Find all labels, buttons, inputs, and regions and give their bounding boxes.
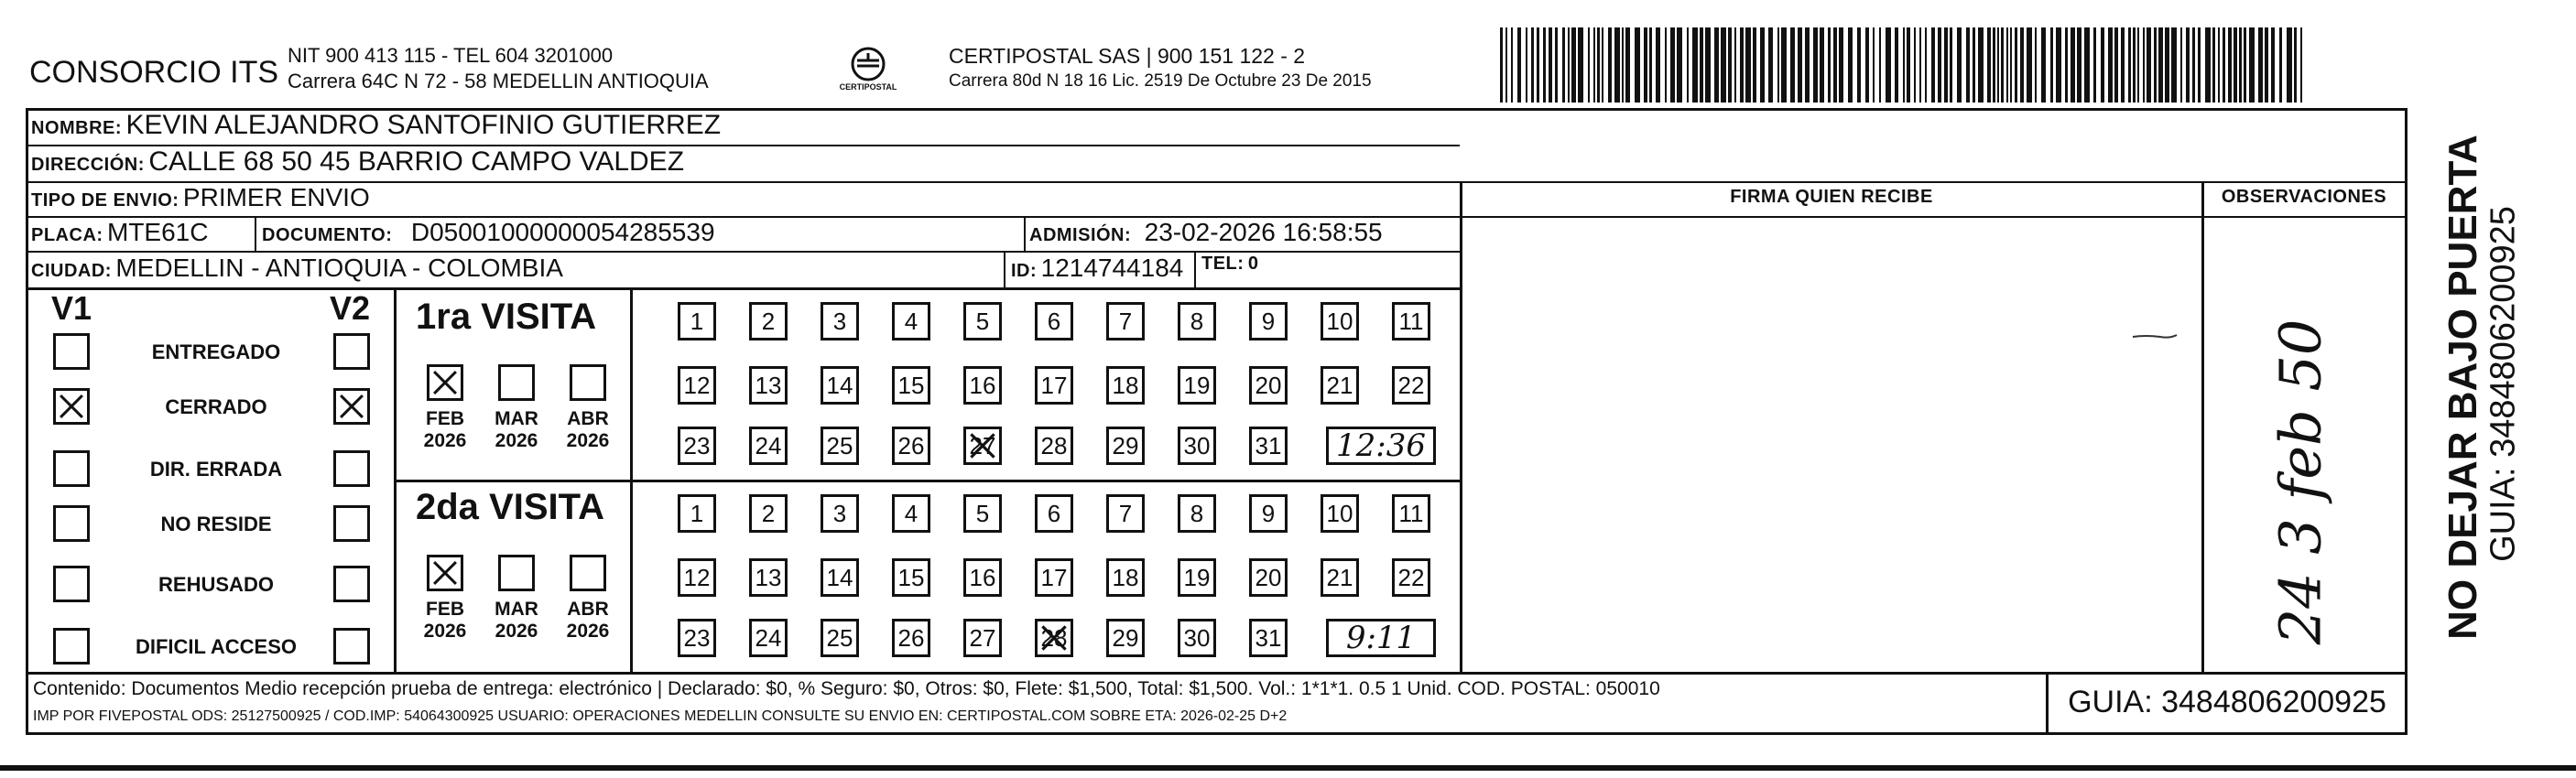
- day-number: 6: [1047, 499, 1061, 527]
- day-number: 5: [975, 499, 990, 527]
- v1-checkbox[interactable]: [53, 566, 90, 602]
- day-box[interactable]: [821, 366, 859, 405]
- city-label: CIUDAD:: [31, 261, 112, 281]
- day-number: 19: [1183, 371, 1211, 399]
- firma-label: FIRMA QUIEN RECIBE: [1730, 187, 1933, 207]
- day-box[interactable]: [1106, 619, 1145, 657]
- visit-time-box[interactable]: 9:11: [1326, 619, 1436, 657]
- company-nit: NIT 900 413 115 - TEL 604 3201000: [288, 44, 614, 67]
- day-box[interactable]: [1106, 366, 1145, 405]
- day-number: 30: [1183, 431, 1211, 459]
- day-number: 1: [690, 499, 704, 527]
- day-box[interactable]: [678, 494, 716, 533]
- ship-type-row: [31, 183, 370, 212]
- admission-row: [1029, 218, 1383, 247]
- day-box[interactable]: [1249, 619, 1288, 657]
- day-box[interactable]: [821, 494, 859, 533]
- day-number: 7: [1118, 307, 1133, 335]
- day-box[interactable]: [678, 427, 716, 465]
- id-number: 1214744184: [1040, 254, 1184, 282]
- month-checkbox[interactable]: [498, 555, 535, 591]
- certipostal-logo: [831, 44, 905, 99]
- day-box[interactable]: [749, 558, 788, 597]
- status-option-label: DIFICIL ACCESO: [135, 635, 297, 658]
- no-dejar-bajo-puerta: NO DEJAR BAJO PUERTA: [2440, 135, 2485, 640]
- day-box[interactable]: [1321, 494, 1359, 533]
- city-row: [31, 254, 563, 283]
- day-number: 23: [683, 431, 711, 459]
- side-guia: GUIA: 3484806200925: [2484, 206, 2523, 562]
- day-number: 11: [1398, 307, 1424, 335]
- day-number: 8: [1190, 499, 1204, 527]
- day-box[interactable]: [1178, 366, 1216, 405]
- x-mark-icon: [429, 557, 461, 589]
- day-number: 21: [1326, 563, 1353, 591]
- day-number: 13: [755, 371, 782, 399]
- month-name: FEB: [426, 408, 464, 429]
- v1-checkbox[interactable]: [53, 333, 90, 370]
- day-number: 25: [826, 623, 853, 652]
- month-year: 2026: [423, 430, 467, 451]
- v2-checkbox[interactable]: [333, 505, 370, 542]
- day-box[interactable]: [963, 619, 1002, 657]
- month-checkbox[interactable]: [427, 364, 463, 401]
- day-number: 22: [1397, 563, 1425, 591]
- day-box[interactable]: [1249, 366, 1288, 405]
- ship-type: PRIMER ENVIO: [182, 183, 370, 211]
- admission-date: 23-02-2026 16:58:55: [1144, 218, 1383, 246]
- day-box[interactable]: [963, 558, 1002, 597]
- day-box[interactable]: [1035, 494, 1073, 533]
- day-box[interactable]: [1249, 558, 1288, 597]
- day-number: 1: [690, 307, 704, 335]
- x-mark-icon: [336, 391, 367, 422]
- month-label: [418, 599, 473, 643]
- first-visit-title: 1ra VISITA: [416, 297, 597, 337]
- plate-label: PLACA:: [31, 225, 103, 245]
- ship-type-label: TIPO DE ENVIO:: [31, 190, 179, 211]
- day-number: 24: [755, 623, 782, 652]
- second-visit-title: 2da VISITA: [416, 487, 604, 527]
- day-number: 16: [969, 563, 996, 591]
- month-label: [489, 599, 544, 643]
- day-box[interactable]: [963, 302, 1002, 340]
- month-year: 2026: [495, 430, 538, 451]
- day-number: 27: [969, 623, 996, 652]
- day-number: 10: [1326, 307, 1353, 335]
- id-label: ID:: [1011, 261, 1038, 281]
- day-number: 3: [832, 307, 847, 335]
- day-number: 22: [1397, 371, 1425, 399]
- day-number: 27: [969, 431, 996, 459]
- month-name: MAR: [495, 408, 538, 429]
- day-number: 18: [1112, 563, 1139, 591]
- courier-line1: CERTIPOSTAL SAS | 900 151 122 - 2: [949, 44, 1306, 68]
- footer-imp: IMP POR FIVEPOSTAL ODS: 25127500925 / COD.IMP: 54064300925 USUARIO: OPERACIONES MEDELLIN CONSULTE SU ENVIO EN: CERTIPOSTAL.COM SOBRE ETA: 2026-02-25 D+2: [33, 708, 1288, 724]
- month-year: 2026: [566, 430, 610, 451]
- day-box[interactable]: [678, 558, 716, 597]
- v1-checkbox[interactable]: [53, 505, 90, 542]
- month-name: MAR: [495, 599, 538, 620]
- day-box[interactable]: [749, 494, 788, 533]
- observations-handwriting: [2209, 275, 2392, 659]
- status-option-label: NO RESIDE: [160, 513, 272, 535]
- footer-guia: GUIA: 3484806200925: [2068, 685, 2386, 719]
- day-box[interactable]: [1178, 558, 1216, 597]
- status-option-label: ENTREGADO: [151, 340, 281, 363]
- day-number: 8: [1190, 307, 1204, 335]
- v1-checkbox[interactable]: [53, 388, 90, 425]
- day-number: 26: [897, 623, 925, 652]
- day-number: 16: [969, 371, 996, 399]
- day-box[interactable]: [1106, 427, 1145, 465]
- day-box[interactable]: [1106, 494, 1145, 533]
- city: MEDELLIN - ANTIOQUIA - COLOMBIA: [115, 254, 563, 282]
- day-box[interactable]: [963, 494, 1002, 533]
- day-number: 28: [1040, 431, 1068, 459]
- day-box[interactable]: [1178, 619, 1216, 657]
- status-option-label: DIR. ERRADA: [149, 458, 283, 481]
- day-box[interactable]: [1035, 619, 1073, 657]
- day-number: 14: [826, 371, 853, 399]
- day-box[interactable]: [678, 366, 716, 405]
- month-year: 2026: [495, 621, 538, 642]
- day-number: 12: [683, 563, 711, 591]
- barcode-icon: [1500, 27, 2306, 103]
- day-number: 19: [1183, 563, 1211, 591]
- company-name: CONSORCIO ITS: [29, 55, 279, 90]
- day-number: 6: [1047, 307, 1061, 335]
- day-number: 20: [1255, 371, 1282, 399]
- v2-checkbox[interactable]: [333, 566, 370, 602]
- x-mark-icon: [56, 391, 87, 422]
- day-number: 31: [1255, 431, 1282, 459]
- day-box[interactable]: [821, 427, 859, 465]
- document-number: D05001000000054285539: [410, 218, 715, 246]
- day-number: 3: [832, 499, 847, 527]
- day-number: 28: [1040, 623, 1068, 652]
- v2-checkbox[interactable]: [333, 333, 370, 370]
- address-row: [31, 146, 684, 178]
- admission-label: ADMISIÓN:: [1029, 225, 1132, 245]
- day-box[interactable]: [892, 366, 930, 405]
- month-checkbox[interactable]: [570, 364, 606, 401]
- day-box[interactable]: [892, 619, 930, 657]
- day-box[interactable]: [678, 302, 716, 340]
- day-box[interactable]: [1392, 558, 1430, 597]
- id-row: [1011, 254, 1183, 283]
- tel-row: [1201, 254, 1259, 275]
- day-box[interactable]: [963, 366, 1002, 405]
- day-number: 9: [1261, 499, 1276, 527]
- month-name: ABR: [567, 599, 609, 620]
- document-label: DOCUMENTO:: [262, 225, 393, 245]
- day-box[interactable]: [1321, 366, 1359, 405]
- day-box[interactable]: [1392, 366, 1430, 405]
- month-name: FEB: [426, 599, 464, 620]
- status-option-label: CERRADO: [165, 395, 267, 418]
- month-label: [489, 408, 544, 452]
- day-box[interactable]: [1035, 558, 1073, 597]
- day-box[interactable]: [1035, 427, 1073, 465]
- status-option-label: REHUSADO: [158, 573, 274, 596]
- day-box[interactable]: [1249, 302, 1288, 340]
- month-label: [418, 408, 473, 452]
- day-box[interactable]: [1106, 558, 1145, 597]
- day-box[interactable]: [1106, 302, 1145, 340]
- day-number: 14: [826, 563, 853, 591]
- signature-area: [1462, 218, 2201, 672]
- day-number: 24: [755, 431, 782, 459]
- plate-row: [31, 218, 208, 247]
- day-number: 18: [1112, 371, 1139, 399]
- recipient-address: CALLE 68 50 45 BARRIO CAMPO VALDEZ: [148, 146, 685, 177]
- day-box[interactable]: [749, 366, 788, 405]
- day-number: 4: [904, 307, 918, 335]
- v1-label: V1: [51, 289, 92, 327]
- company-address: Carrera 64C N 72 - 58 MEDELLIN ANTIOQUIA: [288, 70, 709, 92]
- v2-label: V2: [330, 289, 371, 327]
- tel-label: TEL:: [1201, 254, 1245, 274]
- day-box[interactable]: [892, 302, 930, 340]
- day-number: 31: [1255, 623, 1282, 652]
- day-number: 29: [1112, 623, 1139, 652]
- month-checkbox[interactable]: [570, 555, 606, 591]
- day-number: 29: [1112, 431, 1139, 459]
- month-name: ABR: [567, 408, 609, 429]
- day-number: 20: [1255, 563, 1282, 591]
- v2-checkbox[interactable]: [333, 450, 370, 487]
- month-label: [560, 408, 615, 452]
- name-row: [31, 110, 721, 141]
- day-number: 15: [897, 563, 925, 591]
- day-number: 11: [1398, 499, 1424, 527]
- day-box[interactable]: [1178, 302, 1216, 340]
- footer-content: Contenido: Documentos Medio recepción prueba de entrega: electrónico | Declarado: $0, % Seguro: $0, Otros: $0, Flete: $1,500, Total: $1,500. Vol.: 1*1*1. 0.5 1 Unid. COD. POSTAL: 050010: [33, 678, 1660, 699]
- day-number: 2: [761, 307, 776, 335]
- day-box[interactable]: [1392, 494, 1430, 533]
- courier-line2: Carrera 80d N 18 16 Lic. 2519 De Octubre 23 De 2015: [949, 71, 1372, 91]
- day-box[interactable]: [749, 619, 788, 657]
- v1-checkbox[interactable]: [53, 450, 90, 487]
- day-number: 17: [1040, 371, 1068, 399]
- day-box[interactable]: [1035, 366, 1073, 405]
- day-number: 15: [897, 371, 925, 399]
- day-box[interactable]: [749, 302, 788, 340]
- day-box[interactable]: [963, 427, 1002, 465]
- month-checkbox[interactable]: [498, 364, 535, 401]
- day-box[interactable]: [821, 558, 859, 597]
- x-mark-icon: [966, 429, 999, 462]
- day-number: 21: [1326, 371, 1353, 399]
- recipient-name: KEVIN ALEJANDRO SANTOFINIO GUTIERREZ: [125, 110, 722, 140]
- day-box[interactable]: [749, 427, 788, 465]
- day-number: 2: [761, 499, 776, 527]
- day-box[interactable]: [1178, 494, 1216, 533]
- day-box[interactable]: [1249, 427, 1288, 465]
- day-box[interactable]: [1321, 558, 1359, 597]
- day-box[interactable]: [1321, 302, 1359, 340]
- day-number: 30: [1183, 623, 1211, 652]
- day-box[interactable]: [892, 427, 930, 465]
- day-number: 5: [975, 307, 990, 335]
- logo-caption: CERTIPOSTAL: [839, 82, 897, 92]
- document-row: [262, 218, 715, 247]
- v1-checkbox[interactable]: [53, 628, 90, 665]
- v2-checkbox[interactable]: [333, 628, 370, 665]
- day-box[interactable]: [1249, 494, 1288, 533]
- visit-time-box[interactable]: 12:36: [1326, 427, 1436, 465]
- day-number: 13: [755, 563, 782, 591]
- day-box[interactable]: [678, 619, 716, 657]
- month-checkbox[interactable]: [427, 555, 463, 591]
- observations-text: 24 3 feb 50: [2266, 319, 2334, 645]
- name-label: NOMBRE:: [31, 118, 123, 138]
- day-box[interactable]: [821, 619, 859, 657]
- observaciones-label: OBSERVACIONES: [2221, 187, 2387, 207]
- day-box[interactable]: [1035, 302, 1073, 340]
- day-number: 4: [904, 499, 918, 527]
- x-mark-icon: [1038, 621, 1071, 654]
- x-mark-icon: [429, 367, 461, 398]
- signature-stroke-icon: [1462, 218, 2201, 672]
- address-label: DIRECCIÓN:: [31, 155, 145, 175]
- day-number: 23: [683, 623, 711, 652]
- day-box[interactable]: [892, 558, 930, 597]
- day-number: 26: [897, 431, 925, 459]
- v2-checkbox[interactable]: [333, 388, 370, 425]
- day-number: 12: [683, 371, 711, 399]
- day-number: 10: [1326, 499, 1353, 527]
- day-number: 7: [1118, 499, 1133, 527]
- month-year: 2026: [423, 621, 467, 642]
- tel-number: 0: [1247, 254, 1259, 274]
- month-year: 2026: [566, 621, 610, 642]
- day-box[interactable]: [892, 494, 930, 533]
- day-number: 9: [1261, 307, 1276, 335]
- plate: MTE61C: [107, 218, 209, 246]
- day-box[interactable]: [1178, 427, 1216, 465]
- day-box[interactable]: [1392, 302, 1430, 340]
- day-number: 17: [1040, 563, 1068, 591]
- day-number: 25: [826, 431, 853, 459]
- barcode-graphic: [1500, 27, 2306, 103]
- month-label: [560, 599, 615, 643]
- side-instructions: [2418, 124, 2555, 646]
- day-box[interactable]: [821, 302, 859, 340]
